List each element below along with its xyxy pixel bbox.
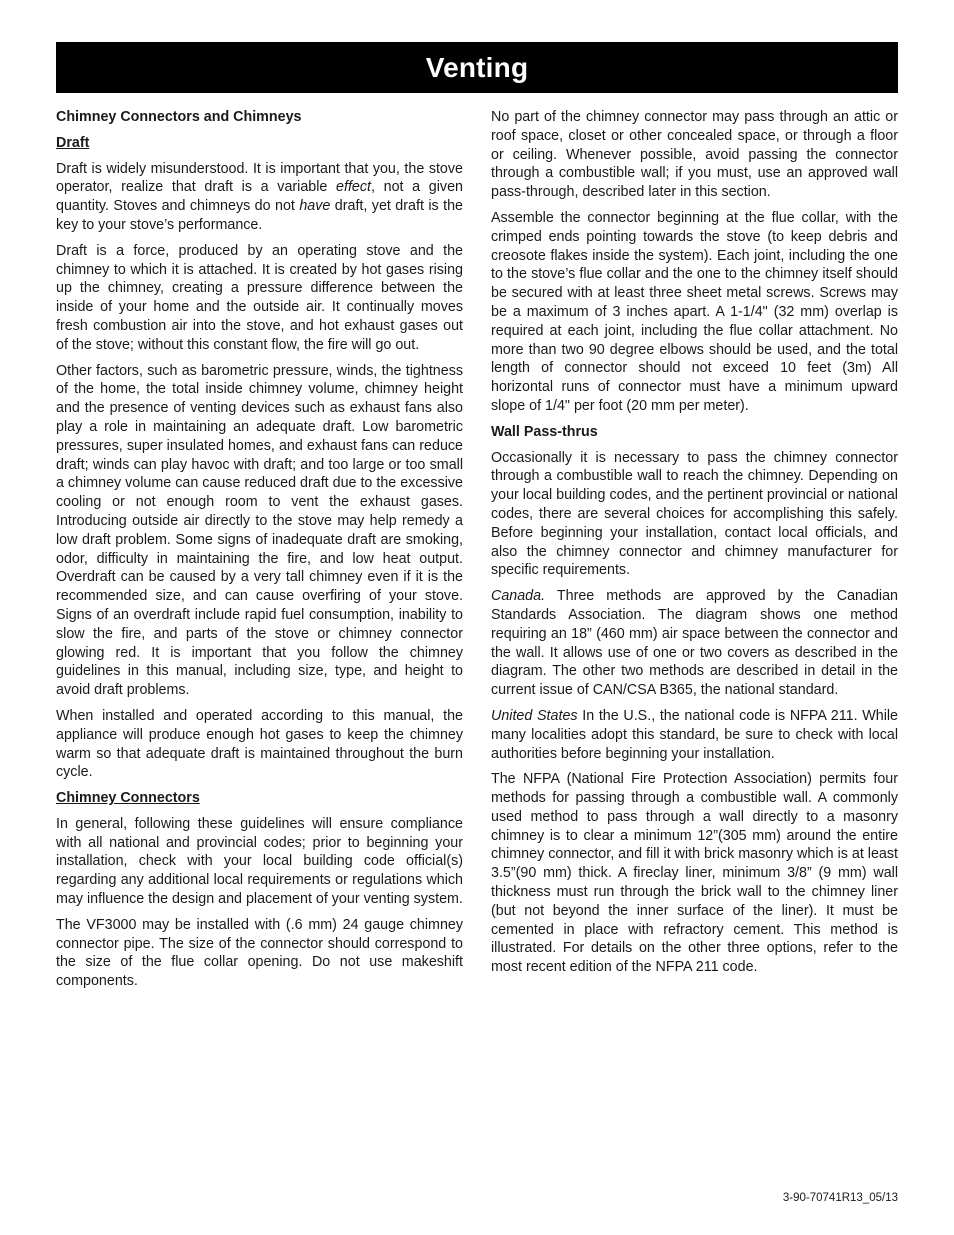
draft-p1-text-a: Draft is widely misunderstood. It is important that you, the stove operator, realize that draft is a variable	[56, 160, 463, 196]
draft-paragraph-4: When installed and operated according to this manual, the appliance will produce enough hot gases to keep the chimney warm so that adequate draft is maintained throughout the burn cycle.	[56, 707, 463, 781]
connector-assembly-paragraph: Assemble the connector beginning at the flue collar, with the crimped ends pointing towards the stove (to keep debris and creosote flakes inside the system). Each joint, including the one to the stove’s flue collar and the one to the chimney itself should be secured with at least three sheet metal screws. Screws may be a maximum of 3 inches apart. A 1-1/4" (32 mm) overlap is required at each joint, including the flue collar attachment. No more than two 90 degree elbows should be used, and the total length of connector should not exceed 10 feet (3m) All horizontal runs of connector must have a minimum upward slope of 1/4" per foot (20 mm per meter).	[491, 209, 898, 414]
draft-p1-text-c: , not a given quantity. Stoves and chimneys do not	[56, 179, 463, 215]
right-column	[491, 108, 898, 984]
chimney-connectors-heading: Chimney Connectors	[56, 790, 200, 807]
canada-text: Three methods are approved by the Canadian Standards Association. The diagram shows one method requiring an 18” (460 mm) air space between the connector and the wall. It allows use of one or two covers as described in the diagram. The other two methods are described in detail in the current issue of CAN/CSA B365, the national standard.	[491, 588, 898, 699]
connectors-paragraph-1: In general, following these guidelines will ensure compliance with all national and provincial codes; prior to beginning your installation, check with your local building code official(s) regarding any additional local requirements or regulations which may influence the design and placement of your venting system.	[56, 815, 463, 908]
draft-p1-emphasis-effect: effect	[336, 179, 371, 196]
draft-paragraph-2: Draft is a force, produced by an operating stove and the chimney to which it is attached. It is created by hot gases rising up the chimney, creating a pressure difference between the inside of your home and the outside air. It continually moves fresh combustion air into the stove, and hot exhaust gases out of the stove; without this constant flow, the fire will go out.	[56, 242, 463, 353]
us-text: In the U.S., the national code is NFPA 211. While many localities adopt this standard, be sure to check with local authorities before beginning your installation.	[491, 707, 898, 762]
connector-restrictions-paragraph: No part of the chimney connector may pass through an attic or roof space, closet or other concealed space, or through a floor or ceiling. Whenever possible, avoid passing the connector through a combustible wall; if you must, use an approved wall pass-through, described later in this section.	[491, 109, 898, 201]
draft-p1-text-e: draft, yet draft is the key to your stove’s performance.	[56, 198, 463, 233]
section-title: Chimney Connectors and Chimneys	[56, 109, 302, 125]
draft-heading: Draft	[56, 134, 90, 151]
wall-pass-thru-intro-paragraph: Occasionally it is necessary to pass the chimney connector through a combustible wall to reach the chimney. Depending on your local building codes, and the pertinent provincial or national codes, there are several choices for accomplishing this safely. Before beginning your installation, contact local officials, and also the chimney connector and chimney manufacturer for specific requirements.	[491, 449, 898, 579]
nfpa-paragraph: The NFPA (National Fire Protection Association) permits four methods for passing through a combustible wall. A commonly used method to pass through a wall directly to a masonry chimney is to clear a minimum 12”(305 mm) around the entire chimney connector, and fill it with brick masonry which is at least 3.5”(90 mm) thick. A fireclay liner, minimum 3/8” (9 mm) wall thickness must run through the brick wall to the chimney liner (but not beyond the inner surface of the liner). It must be cemented in place with refractory cement. This method is illustrated. For details on the other three options, refer to the most recent edition of the NFPA 211 code.	[491, 771, 898, 976]
left-column	[56, 108, 463, 998]
connectors-paragraph-2: The VF3000 may be installed with (.6 mm) 24 gauge chimney connector pipe. The size of the connector should correspond to the size of the flue collar opening. Do not use makeshift components.	[56, 916, 463, 990]
canada-paragraph	[491, 587, 898, 700]
us-label: United States	[491, 707, 578, 724]
document-code: 3-90-70741R13_05/13	[782, 1192, 898, 1204]
section-banner	[56, 42, 898, 93]
draft-p1-emphasis-have: have	[299, 198, 331, 215]
page-title: Venting	[425, 51, 529, 83]
wall-pass-thrus-heading: Wall Pass-thrus	[491, 423, 598, 440]
draft-paragraph-1	[56, 160, 463, 235]
draft-paragraph-3: Other factors, such as barometric pressure, winds, the tightness of the home, the total inside chimney volume, chimney height and the presence of venting devices such as exhaust fans also play a role in maintaining an adequate draft. Low barometric pressures, super insulated homes, and exhaust fans can reduce draft; winds can play havoc with draft; and too large or too small a chimney volume can cause reduced draft due to the excessive cooling or not enough room to vent the exhaust gases. Introducing outside air directly to the stove may help remedy a low draft problem. Some signs of inadequate draft are smoking, odor, difficulty in maintaining the fire, and low heat output. Overdraft can be caused by a very tall chimney even if it is the recommended size, and can cause overfiring of your stove. Signs of an overdraft include rapid fuel consumption, inability to slow the fire, and parts of the stove or chimney connector glowing red. It is important that you follow the chimney guidelines in this manual, including size, type, and height to avoid draft problems.	[56, 362, 463, 699]
canada-label: Canada.	[491, 588, 546, 605]
united-states-paragraph	[491, 707, 898, 763]
